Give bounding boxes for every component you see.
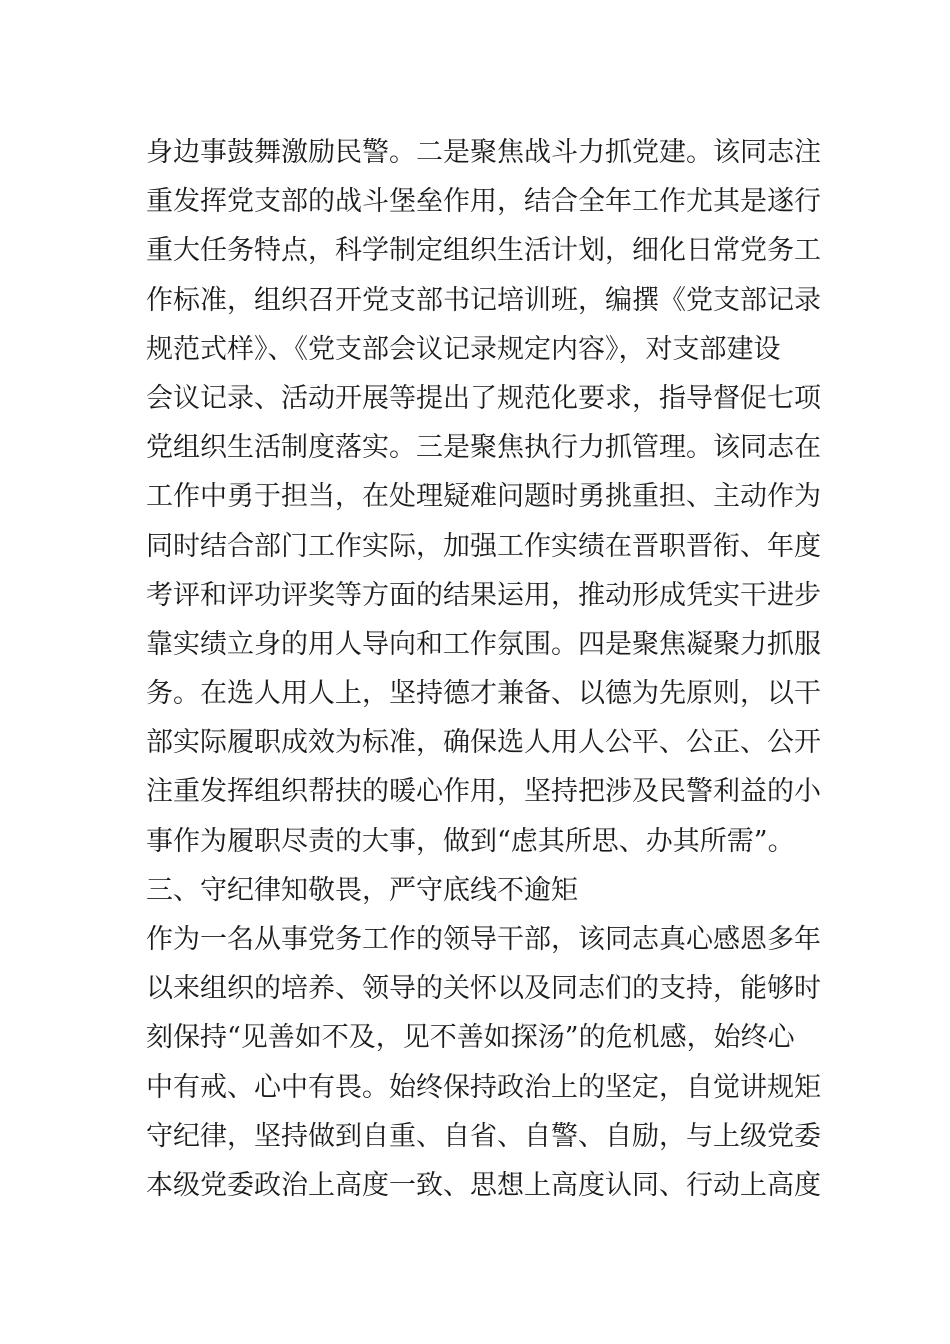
body-text bbox=[146, 128, 826, 1210]
text-line: 中有戒、心中有畏。始终保持政治上的坚定，自觉讲规矩 bbox=[146, 1071, 821, 1103]
text-line: 重大任务特点，科学制定组织生活计划，细化日常党务工 bbox=[146, 235, 821, 267]
text-line: 党组织生活制度落实。三是聚焦执行力抓管理。该同志在 bbox=[146, 432, 821, 464]
text-line: 以来组织的培养、领导的关怀以及同志们的支持，能够时 bbox=[146, 973, 821, 1005]
text-line: 靠实绩立身的用人导向和工作氛围。四是聚焦凝聚力抓服 bbox=[146, 628, 821, 660]
text-line: 事作为履职尽责的大事，做到“虑其所思、办其所需”。 bbox=[146, 825, 795, 857]
text-line: 作为一名从事党务工作的领导干部，该同志真心感恩多年 bbox=[146, 924, 821, 955]
text-line: 规范式样》、《党支部会议记录规定内容》，对支部建设 bbox=[146, 333, 781, 365]
text-line: 会议记录、活动开展等提出了规范化要求，指导督促七项 bbox=[146, 382, 821, 414]
text-line: 同时结合部门工作实际，加强工作实绩在晋职晋衔、年度 bbox=[146, 530, 821, 562]
text-line: 部实际履职成效为标准，确保选人用人公平、公正、公开 bbox=[146, 727, 821, 759]
text-line: 本级党委政治上高度一致、思想上高度认同、行动上高度 bbox=[146, 1169, 821, 1201]
text-line: 重发挥党支部的战斗堡垒作用，结合全年工作尤其是遂行 bbox=[146, 186, 821, 218]
text-line: 身边事鼓舞激励民警。二是聚焦战斗力抓党建。该同志注 bbox=[146, 137, 821, 168]
text-line: 刻保持“见善如不及，见不善如探汤”的危机感，始终心 bbox=[146, 1022, 795, 1054]
text-line: 工作中勇于担当，在处理疑难问题时勇挑重担、主动作为 bbox=[146, 481, 821, 513]
text-line: 守纪律，坚持做到自重、自省、自警、自励，与上级党委 bbox=[146, 1120, 821, 1152]
text-line: 注重发挥组织帮扶的暖心作用，坚持把涉及民警利益的小 bbox=[146, 776, 821, 808]
text-line: 务。在选人用人上，坚持德才兼备、以德为先原则，以干 bbox=[146, 678, 821, 710]
section-heading: 三、守纪律知敬畏，严守底线不逾矩 bbox=[146, 874, 578, 906]
text-line: 考评和评功评奖等方面的结果运用，推动形成凭实干进步 bbox=[146, 579, 821, 611]
text-line: 作标准，组织召开党支部书记培训班，编撰《党支部记录 bbox=[146, 284, 821, 316]
